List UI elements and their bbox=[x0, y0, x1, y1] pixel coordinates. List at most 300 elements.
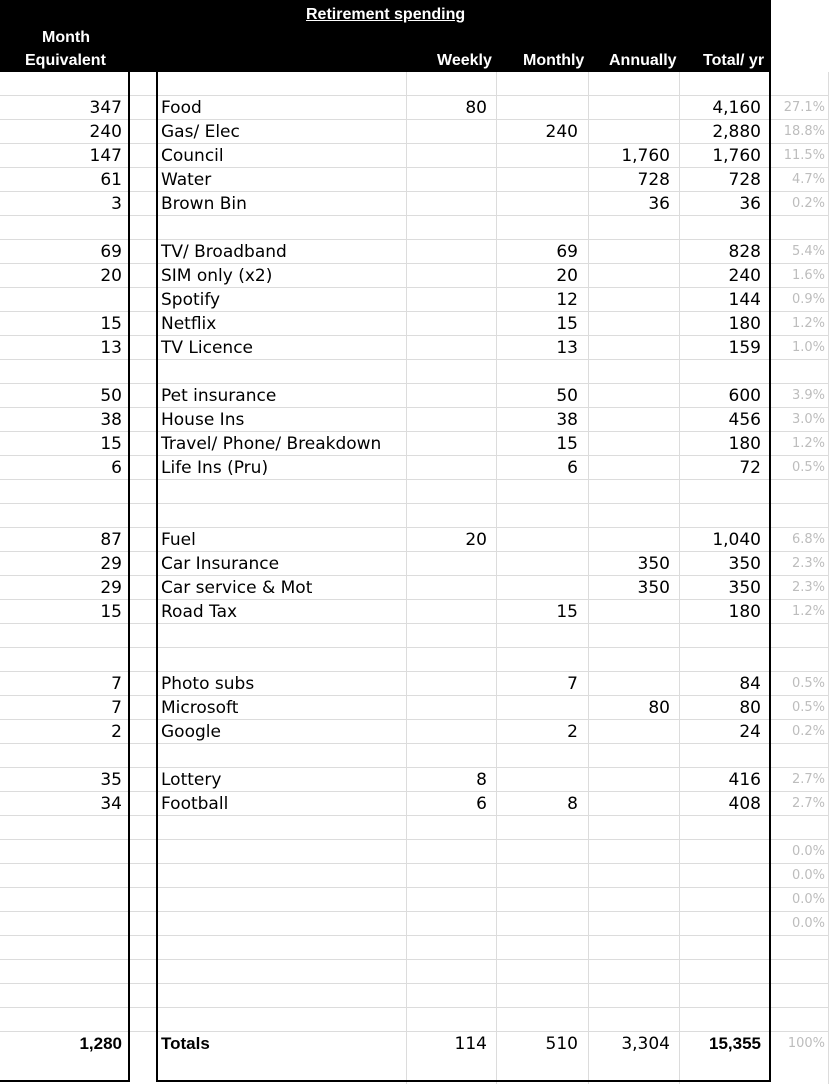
header-month-line2[interactable]: Equivalent bbox=[25, 52, 106, 69]
cell-monthly[interactable] bbox=[497, 72, 578, 96]
totals-row bbox=[0, 1032, 829, 1056]
cell-total[interactable]: 36 bbox=[739, 194, 761, 214]
cell-weekly[interactable] bbox=[407, 312, 487, 336]
cell-month[interactable] bbox=[2, 864, 122, 888]
cell-month[interactable] bbox=[2, 888, 122, 912]
cell-label[interactable]: Council bbox=[161, 146, 224, 166]
cell-monthly[interactable] bbox=[497, 624, 578, 648]
cell-total[interactable]: 350 bbox=[728, 578, 761, 598]
cell-weekly[interactable] bbox=[407, 504, 487, 528]
cell-total[interactable] bbox=[680, 864, 761, 888]
cell-label[interactable] bbox=[161, 360, 401, 384]
cell-label[interactable]: Car Insurance bbox=[161, 554, 280, 574]
cell-month[interactable]: 15 bbox=[100, 314, 122, 334]
cell-month[interactable]: 20 bbox=[100, 266, 122, 286]
cell-monthly[interactable] bbox=[497, 552, 578, 576]
cell-total[interactable] bbox=[680, 912, 761, 936]
cell-pct[interactable] bbox=[771, 816, 825, 840]
cell-pct[interactable]: 0.9% bbox=[791, 292, 825, 307]
cell-pct[interactable]: 0.2% bbox=[791, 196, 825, 211]
cell-weekly[interactable] bbox=[407, 144, 487, 168]
cell-month[interactable] bbox=[2, 480, 122, 504]
cell-pct[interactable]: 0.0% bbox=[791, 916, 825, 931]
cell-pct[interactable]: 1.6% bbox=[791, 268, 825, 283]
cell-annual[interactable]: 1,760 bbox=[621, 146, 670, 166]
table-row bbox=[0, 264, 829, 288]
cell-total[interactable]: 24 bbox=[739, 722, 761, 742]
cell-total[interactable]: 1,760 bbox=[712, 146, 761, 166]
cell-pct[interactable]: 2.3% bbox=[791, 580, 825, 595]
cell-weekly[interactable] bbox=[407, 744, 487, 768]
cell-label[interactable]: TV/ Broadband bbox=[161, 242, 287, 262]
cell-weekly[interactable] bbox=[407, 432, 487, 456]
cell-weekly[interactable] bbox=[407, 648, 487, 672]
cell-total[interactable]: 80 bbox=[739, 698, 761, 718]
cell-month[interactable] bbox=[2, 840, 122, 864]
cell-pct[interactable]: 11.5% bbox=[783, 148, 825, 163]
cell-monthly[interactable]: 69 bbox=[556, 242, 578, 262]
cell-annual[interactable] bbox=[589, 288, 670, 312]
cell-annual[interactable] bbox=[589, 864, 670, 888]
cell-total[interactable]: 828 bbox=[728, 242, 761, 262]
totals-monthly[interactable]: 510 bbox=[545, 1034, 578, 1054]
cell-annual[interactable] bbox=[589, 456, 670, 480]
cell-total[interactable]: 159 bbox=[728, 338, 761, 358]
sheet-title[interactable]: Retirement spending bbox=[306, 6, 466, 23]
cell-pct[interactable]: 2.3% bbox=[791, 556, 825, 571]
cell-weekly[interactable] bbox=[407, 552, 487, 576]
table-row bbox=[0, 864, 829, 888]
cell-total[interactable] bbox=[680, 648, 761, 672]
table-row bbox=[0, 168, 829, 192]
cell-weekly[interactable] bbox=[407, 192, 487, 216]
cell-monthly[interactable] bbox=[497, 816, 578, 840]
cell-month[interactable]: 7 bbox=[111, 674, 122, 694]
table-row bbox=[0, 960, 829, 984]
cell-monthly[interactable]: 13 bbox=[556, 338, 578, 358]
cell-label[interactable]: Fuel bbox=[161, 530, 196, 550]
cell-monthly[interactable] bbox=[497, 192, 578, 216]
cell-annual[interactable] bbox=[589, 432, 670, 456]
cell-month[interactable]: 13 bbox=[100, 338, 122, 358]
totals-label[interactable]: Totals bbox=[161, 1034, 210, 1053]
cell-annual[interactable]: 36 bbox=[648, 194, 670, 214]
cell-pct[interactable]: 1.0% bbox=[791, 340, 825, 355]
cell-annual[interactable] bbox=[589, 960, 670, 984]
cell-label[interactable]: TV Licence bbox=[161, 338, 253, 358]
cell-annual[interactable] bbox=[589, 384, 670, 408]
cell-monthly[interactable] bbox=[497, 912, 578, 936]
cell-annual[interactable] bbox=[589, 744, 670, 768]
cell-annual[interactable] bbox=[589, 312, 670, 336]
cell-monthly[interactable] bbox=[497, 840, 578, 864]
cell-monthly[interactable] bbox=[497, 168, 578, 192]
totals-weekly[interactable]: 114 bbox=[454, 1034, 487, 1054]
totals-pct[interactable]: 100% bbox=[787, 1036, 825, 1051]
cell-pct[interactable] bbox=[771, 744, 825, 768]
cell-annual[interactable]: 80 bbox=[648, 698, 670, 718]
cell-total[interactable] bbox=[680, 504, 761, 528]
cell-pct[interactable]: 2.7% bbox=[791, 772, 825, 787]
cell-month[interactable]: 38 bbox=[100, 410, 122, 430]
cell-label[interactable]: Google bbox=[161, 722, 221, 742]
cell-month[interactable]: 2 bbox=[111, 722, 122, 742]
cell-weekly[interactable] bbox=[407, 336, 487, 360]
cell-label[interactable] bbox=[161, 624, 401, 648]
table-row bbox=[0, 240, 829, 264]
cell-total[interactable]: 728 bbox=[728, 170, 761, 190]
cell-annual[interactable] bbox=[589, 792, 670, 816]
cell-pct[interactable]: 3.0% bbox=[791, 412, 825, 427]
cell-month[interactable]: 35 bbox=[100, 770, 122, 790]
cell-monthly[interactable] bbox=[497, 576, 578, 600]
cell-label[interactable]: Spotify bbox=[161, 290, 221, 310]
cell-total[interactable] bbox=[680, 744, 761, 768]
cell-label[interactable]: Netflix bbox=[161, 314, 217, 334]
cell-monthly[interactable] bbox=[497, 888, 578, 912]
cell-month[interactable] bbox=[2, 936, 122, 960]
cell-weekly[interactable] bbox=[407, 168, 487, 192]
table-row bbox=[0, 72, 829, 96]
cell-weekly[interactable] bbox=[407, 816, 487, 840]
cell-total[interactable] bbox=[680, 480, 761, 504]
cell-pct[interactable]: 18.8% bbox=[783, 124, 825, 139]
cell-label[interactable]: Water bbox=[161, 170, 212, 190]
cell-month[interactable]: 29 bbox=[100, 554, 122, 574]
cell-month[interactable] bbox=[2, 504, 122, 528]
cell-weekly[interactable] bbox=[407, 360, 487, 384]
cell-weekly[interactable]: 80 bbox=[465, 98, 487, 118]
cell-annual[interactable] bbox=[589, 840, 670, 864]
cell-total[interactable] bbox=[680, 624, 761, 648]
table-row bbox=[0, 720, 829, 744]
cell-weekly[interactable] bbox=[407, 720, 487, 744]
cell-monthly[interactable]: 240 bbox=[545, 122, 578, 142]
cell-month[interactable] bbox=[2, 624, 122, 648]
cell-weekly[interactable] bbox=[407, 960, 487, 984]
cell-month[interactable]: 147 bbox=[89, 146, 122, 166]
cell-total[interactable]: 408 bbox=[728, 794, 761, 814]
cell-weekly[interactable] bbox=[407, 936, 487, 960]
cell-total[interactable]: 600 bbox=[728, 386, 761, 406]
cell-annual[interactable] bbox=[589, 600, 670, 624]
cell-monthly[interactable]: 15 bbox=[556, 602, 578, 622]
cell-total[interactable]: 180 bbox=[728, 434, 761, 454]
cell-monthly[interactable]: 6 bbox=[567, 458, 578, 478]
cell-total[interactable]: 144 bbox=[728, 290, 761, 310]
cell-month[interactable]: 15 bbox=[100, 602, 122, 622]
cell-label[interactable] bbox=[161, 744, 401, 768]
cell-weekly[interactable]: 8 bbox=[476, 770, 487, 790]
cell-total[interactable]: 416 bbox=[728, 770, 761, 790]
cell-monthly[interactable] bbox=[497, 744, 578, 768]
cell-total[interactable]: 240 bbox=[728, 266, 761, 286]
cell-pct[interactable] bbox=[771, 480, 825, 504]
cell-annual[interactable] bbox=[589, 888, 670, 912]
cell-total[interactable]: 2,880 bbox=[712, 122, 761, 142]
cell-label[interactable] bbox=[161, 912, 401, 936]
cell-monthly[interactable] bbox=[497, 360, 578, 384]
cell-annual[interactable] bbox=[589, 336, 670, 360]
cell-label[interactable]: Car service & Mot bbox=[161, 578, 313, 598]
cell-month[interactable]: 69 bbox=[100, 242, 122, 262]
header-annually[interactable]: Annually bbox=[609, 52, 677, 69]
cell-weekly[interactable] bbox=[407, 912, 487, 936]
cell-total[interactable]: 72 bbox=[739, 458, 761, 478]
cell-label[interactable] bbox=[161, 864, 401, 888]
cell-annual[interactable] bbox=[589, 504, 670, 528]
table-row bbox=[0, 336, 829, 360]
cell-month[interactable] bbox=[2, 912, 122, 936]
cell-month[interactable]: 7 bbox=[111, 698, 122, 718]
totals-total[interactable]: 15,355 bbox=[709, 1034, 761, 1053]
table-row bbox=[0, 312, 829, 336]
cell-monthly[interactable]: 12 bbox=[556, 290, 578, 310]
cell-monthly[interactable]: 8 bbox=[567, 794, 578, 814]
table-row bbox=[0, 936, 829, 960]
cell-label[interactable] bbox=[161, 648, 401, 672]
cell-monthly[interactable]: 7 bbox=[567, 674, 578, 694]
cell-pct[interactable]: 2.7% bbox=[791, 796, 825, 811]
cell-weekly[interactable] bbox=[407, 384, 487, 408]
cell-annual[interactable] bbox=[589, 720, 670, 744]
cell-label[interactable]: Gas/ Elec bbox=[161, 122, 240, 142]
table-row bbox=[0, 96, 829, 120]
cell-label[interactable]: Microsoft bbox=[161, 698, 239, 718]
table-row bbox=[0, 624, 829, 648]
cell-pct[interactable]: 27.1% bbox=[783, 100, 825, 115]
cell-pct[interactable]: 0.2% bbox=[791, 724, 825, 739]
cell-monthly[interactable] bbox=[497, 480, 578, 504]
cell-annual[interactable] bbox=[589, 264, 670, 288]
cell-month[interactable] bbox=[2, 816, 122, 840]
cell-total[interactable]: 4,160 bbox=[712, 98, 761, 118]
cell-total[interactable]: 1,040 bbox=[712, 530, 761, 550]
bottom-border bbox=[0, 1080, 130, 1082]
cell-monthly[interactable]: 38 bbox=[556, 410, 578, 430]
cell-label[interactable]: Photo subs bbox=[161, 674, 255, 694]
cell-total[interactable] bbox=[680, 960, 761, 984]
cell-pct[interactable]: 6.8% bbox=[791, 532, 825, 547]
cell-month[interactable]: 15 bbox=[100, 434, 122, 454]
cell-monthly[interactable]: 50 bbox=[556, 386, 578, 406]
cell-label[interactable]: Brown Bin bbox=[161, 194, 247, 214]
cell-monthly[interactable] bbox=[497, 216, 578, 240]
cell-label[interactable] bbox=[161, 816, 401, 840]
cell-pct[interactable]: 0.5% bbox=[791, 460, 825, 475]
cell-label[interactable] bbox=[161, 480, 401, 504]
table-row bbox=[0, 144, 829, 168]
cell-month[interactable] bbox=[2, 360, 122, 384]
cell-annual[interactable] bbox=[589, 216, 670, 240]
cell-weekly[interactable] bbox=[407, 840, 487, 864]
cell-weekly[interactable] bbox=[407, 696, 487, 720]
cell-pct[interactable]: 0.0% bbox=[791, 868, 825, 883]
cell-pct[interactable]: 0.5% bbox=[791, 676, 825, 691]
cell-weekly[interactable] bbox=[407, 72, 487, 96]
cell-annual[interactable] bbox=[589, 528, 670, 552]
cell-monthly[interactable] bbox=[497, 504, 578, 528]
cell-month[interactable] bbox=[2, 744, 122, 768]
cell-pct[interactable]: 5.4% bbox=[791, 244, 825, 259]
cell-total[interactable]: 456 bbox=[728, 410, 761, 430]
cell-weekly[interactable] bbox=[407, 216, 487, 240]
cell-pct[interactable] bbox=[771, 360, 825, 384]
cell-month[interactable]: 34 bbox=[100, 794, 122, 814]
cell-weekly[interactable] bbox=[407, 576, 487, 600]
cell-weekly[interactable] bbox=[407, 288, 487, 312]
cell-total[interactable] bbox=[680, 72, 761, 96]
cell-label[interactable]: Life Ins (Pru) bbox=[161, 458, 269, 478]
cell-monthly[interactable] bbox=[497, 144, 578, 168]
cell-pct[interactable]: 0.0% bbox=[791, 892, 825, 907]
cell-label[interactable]: Pet insurance bbox=[161, 386, 277, 406]
cell-month[interactable] bbox=[2, 288, 122, 312]
cell-label[interactable] bbox=[161, 216, 401, 240]
cell-annual[interactable] bbox=[589, 72, 670, 96]
cell-pct[interactable] bbox=[771, 936, 825, 960]
cell-monthly[interactable] bbox=[497, 528, 578, 552]
cell-total[interactable] bbox=[680, 888, 761, 912]
cell-annual[interactable] bbox=[589, 480, 670, 504]
cell-total[interactable] bbox=[680, 936, 761, 960]
cell-monthly[interactable]: 15 bbox=[556, 314, 578, 334]
cell-pct[interactable] bbox=[771, 504, 825, 528]
cell-month[interactable] bbox=[2, 72, 122, 96]
table-row bbox=[0, 672, 829, 696]
cell-weekly[interactable] bbox=[407, 480, 487, 504]
cell-monthly[interactable]: 2 bbox=[567, 722, 578, 742]
totals-month[interactable]: 1,280 bbox=[79, 1034, 122, 1053]
header-total[interactable]: Total/ yr bbox=[703, 52, 765, 69]
cell-pct[interactable]: 4.7% bbox=[791, 172, 825, 187]
cell-annual[interactable] bbox=[589, 360, 670, 384]
cell-annual[interactable] bbox=[589, 816, 670, 840]
cell-monthly[interactable] bbox=[497, 768, 578, 792]
cell-month[interactable] bbox=[2, 648, 122, 672]
table-row bbox=[0, 696, 829, 720]
table-row bbox=[0, 456, 829, 480]
table-row bbox=[0, 600, 829, 624]
cell-total[interactable]: 180 bbox=[728, 314, 761, 334]
cell-monthly[interactable] bbox=[497, 648, 578, 672]
cell-label[interactable] bbox=[161, 888, 401, 912]
cell-pct[interactable] bbox=[771, 72, 825, 96]
cell-month[interactable]: 50 bbox=[100, 386, 122, 406]
cell-label[interactable] bbox=[161, 72, 401, 96]
cell-pct[interactable] bbox=[771, 624, 825, 648]
cell-annual[interactable] bbox=[589, 120, 670, 144]
cell-total[interactable] bbox=[680, 840, 761, 864]
cell-total[interactable] bbox=[680, 216, 761, 240]
cell-annual[interactable]: 728 bbox=[637, 170, 670, 190]
cell-label[interactable]: Lottery bbox=[161, 770, 222, 790]
cell-pct[interactable]: 3.9% bbox=[791, 388, 825, 403]
cell-month[interactable]: 3 bbox=[111, 194, 122, 214]
cell-annual[interactable] bbox=[589, 768, 670, 792]
cell-pct[interactable]: 0.5% bbox=[791, 700, 825, 715]
cell-weekly[interactable] bbox=[407, 624, 487, 648]
cell-pct[interactable]: 1.2% bbox=[791, 436, 825, 451]
cell-pct[interactable]: 1.2% bbox=[791, 604, 825, 619]
cell-total[interactable]: 84 bbox=[739, 674, 761, 694]
cell-weekly[interactable] bbox=[407, 888, 487, 912]
cell-label[interactable] bbox=[161, 840, 401, 864]
cell-monthly[interactable]: 15 bbox=[556, 434, 578, 454]
cell-weekly[interactable] bbox=[407, 456, 487, 480]
cell-annual[interactable] bbox=[589, 624, 670, 648]
cell-annual[interactable] bbox=[589, 672, 670, 696]
cell-month[interactable]: 87 bbox=[100, 530, 122, 550]
cell-weekly[interactable] bbox=[407, 264, 487, 288]
cell-pct[interactable] bbox=[771, 216, 825, 240]
cell-month[interactable]: 29 bbox=[100, 578, 122, 598]
table-row bbox=[0, 648, 829, 672]
cell-month[interactable] bbox=[2, 960, 122, 984]
cell-monthly[interactable] bbox=[497, 936, 578, 960]
cell-total[interactable] bbox=[680, 360, 761, 384]
cell-weekly[interactable]: 6 bbox=[476, 794, 487, 814]
cell-weekly[interactable] bbox=[407, 672, 487, 696]
cell-pct[interactable] bbox=[771, 960, 825, 984]
cell-weekly[interactable] bbox=[407, 408, 487, 432]
cell-label[interactable]: Road Tax bbox=[161, 602, 238, 622]
cell-total[interactable]: 350 bbox=[728, 554, 761, 574]
cell-label[interactable]: House Ins bbox=[161, 410, 245, 430]
cell-month[interactable]: 6 bbox=[111, 458, 122, 478]
cell-month[interactable]: 347 bbox=[89, 98, 122, 118]
cell-annual[interactable]: 350 bbox=[637, 578, 670, 598]
cell-label[interactable] bbox=[161, 936, 401, 960]
cell-label[interactable] bbox=[161, 504, 401, 528]
cell-month[interactable] bbox=[2, 216, 122, 240]
cell-monthly[interactable] bbox=[497, 696, 578, 720]
cell-label[interactable]: Travel/ Phone/ Breakdown bbox=[161, 434, 382, 454]
cell-monthly[interactable] bbox=[497, 96, 578, 120]
cell-weekly[interactable] bbox=[407, 120, 487, 144]
cell-label[interactable]: Food bbox=[161, 98, 202, 118]
cell-annual[interactable] bbox=[589, 648, 670, 672]
cell-monthly[interactable]: 20 bbox=[556, 266, 578, 286]
cell-annual[interactable] bbox=[589, 936, 670, 960]
cell-label[interactable]: Football bbox=[161, 794, 229, 814]
cell-label[interactable]: SIM only (x2) bbox=[161, 266, 273, 286]
cell-monthly[interactable] bbox=[497, 864, 578, 888]
cell-annual[interactable] bbox=[589, 912, 670, 936]
header-month-line1[interactable]: Month bbox=[42, 29, 90, 46]
cell-pct[interactable]: 0.0% bbox=[791, 844, 825, 859]
cell-monthly[interactable] bbox=[497, 960, 578, 984]
cell-month[interactable]: 240 bbox=[89, 122, 122, 142]
cell-annual[interactable]: 350 bbox=[637, 554, 670, 574]
cell-total[interactable]: 180 bbox=[728, 602, 761, 622]
cell-pct[interactable]: 1.2% bbox=[791, 316, 825, 331]
cell-annual[interactable] bbox=[589, 96, 670, 120]
cell-weekly[interactable] bbox=[407, 240, 487, 264]
header-weekly[interactable]: Weekly bbox=[437, 52, 492, 69]
cell-pct[interactable] bbox=[771, 648, 825, 672]
cell-annual[interactable] bbox=[589, 240, 670, 264]
cell-weekly[interactable] bbox=[407, 600, 487, 624]
header-monthly[interactable]: Monthly bbox=[523, 52, 585, 69]
totals-annual[interactable]: 3,304 bbox=[621, 1034, 670, 1054]
cell-total[interactable] bbox=[680, 816, 761, 840]
cell-label[interactable] bbox=[161, 960, 401, 984]
cell-annual[interactable] bbox=[589, 408, 670, 432]
cell-month[interactable]: 61 bbox=[100, 170, 122, 190]
cell-weekly[interactable]: 20 bbox=[465, 530, 487, 550]
cell-weekly[interactable] bbox=[407, 864, 487, 888]
